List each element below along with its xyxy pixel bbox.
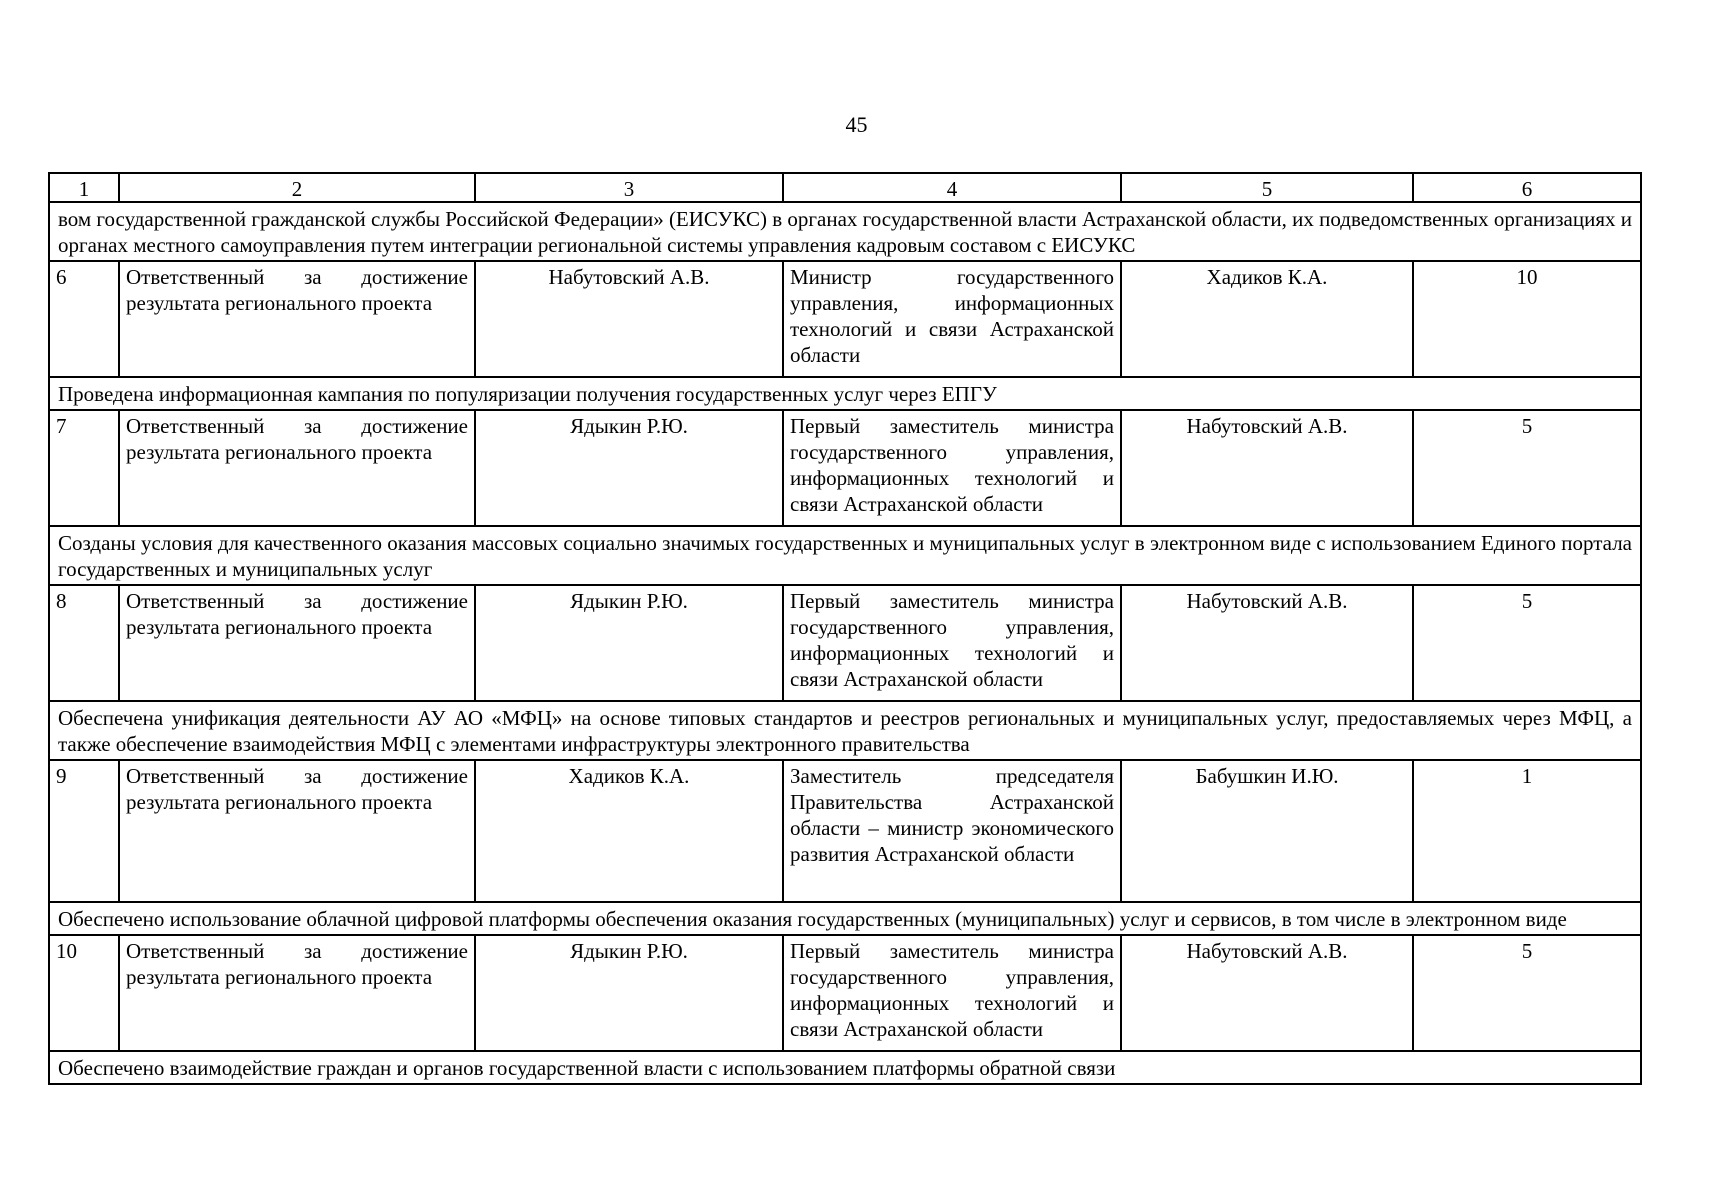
column-number-6: 6 (1413, 173, 1641, 202)
position-cell: Заместитель председателя Правительства Астраханской области – министр экономического развития Астраханской области (783, 760, 1121, 902)
supervisor-cell: Хадиков К.А. (1121, 261, 1413, 377)
result-caption: Проведена информационная кампания по популяризации получения государственных услуг через ЕПГУ (49, 377, 1641, 410)
column-number-1: 1 (49, 173, 119, 202)
table-row (49, 935, 1641, 1051)
column-number-3: 3 (475, 173, 783, 202)
supervisor-cell: Бабушкин И.Ю. (1121, 760, 1413, 902)
page-number: 45 (845, 112, 868, 137)
result-caption: Созданы условия для качественного оказания массовых социально значимых государственных и муниципальных услуг в электронном виде с использованием Единого портала государственных и муниципальных услуг (49, 526, 1641, 585)
table-row (49, 410, 1641, 526)
share-cell: 5 (1413, 410, 1641, 526)
position-cell: Первый заместитель министра государственного управления, информационных технологий и связи Астраханской области (783, 410, 1121, 526)
share-cell: 10 (1413, 261, 1641, 377)
column-number-4: 4 (783, 173, 1121, 202)
responsibility-table (48, 172, 1642, 1085)
table-row (49, 760, 1641, 902)
row-number: 6 (49, 261, 119, 377)
table-row (49, 585, 1641, 701)
column-number-header-row (49, 173, 1641, 202)
result-caption: Обеспечено использование облачной цифровой платформы обеспечения оказания государственных (муниципальных) услуг и сервисов, в том числе в электронном виде (49, 902, 1641, 935)
result-caption-row (49, 1051, 1641, 1084)
role-cell: Ответственный за достижение результата регионального проекта (119, 261, 475, 377)
result-caption-row (49, 902, 1641, 935)
result-caption-row (49, 202, 1641, 261)
supervisor-cell: Набутовский А.В. (1121, 410, 1413, 526)
column-number-5: 5 (1121, 173, 1413, 202)
position-cell: Первый заместитель министра государственного управления, информационных технологий и связи Астраханской области (783, 935, 1121, 1051)
table-row (49, 261, 1641, 377)
position-cell: Первый заместитель министра государственного управления, информационных технологий и связи Астраханской области (783, 585, 1121, 701)
person-cell: Ядыкин Р.Ю. (475, 935, 783, 1051)
result-caption-row (49, 377, 1641, 410)
share-cell: 5 (1413, 935, 1641, 1051)
role-cell: Ответственный за достижение результата регионального проекта (119, 585, 475, 701)
result-caption: Обеспечена унификация деятельности АУ АО «МФЦ» на основе типовых стандартов и реестров региональных и муниципальных услуг, предоставляемых через МФЦ, а также обеспечение взаимодействия МФЦ с элементами инфраструктуры электронного правительства (49, 701, 1641, 760)
person-cell: Хадиков К.А. (475, 760, 783, 902)
result-caption-row (49, 526, 1641, 585)
row-number: 8 (49, 585, 119, 701)
row-number: 7 (49, 410, 119, 526)
result-caption: Обеспечено взаимодействие граждан и органов государственной власти с использованием платформы обратной связи (49, 1051, 1641, 1084)
share-cell: 5 (1413, 585, 1641, 701)
result-caption-row (49, 701, 1641, 760)
row-number: 9 (49, 760, 119, 902)
person-cell: Ядыкин Р.Ю. (475, 585, 783, 701)
supervisor-cell: Набутовский А.В. (1121, 935, 1413, 1051)
share-cell: 1 (1413, 760, 1641, 902)
row-number: 10 (49, 935, 119, 1051)
role-cell: Ответственный за достижение результата регионального проекта (119, 935, 475, 1051)
person-cell: Набутовский А.В. (475, 261, 783, 377)
supervisor-cell: Набутовский А.В. (1121, 585, 1413, 701)
position-cell: Министр государственного управления, информационных технологий и связи Астраханской области (783, 261, 1121, 377)
column-number-2: 2 (119, 173, 475, 202)
role-cell: Ответственный за достижение результата регионального проекта (119, 760, 475, 902)
person-cell: Ядыкин Р.Ю. (475, 410, 783, 526)
result-caption: вом государственной гражданской службы Российской Федерации» (ЕИСУКС) в органах государственной власти Астраханской области, их подведомственных организациях и органах местного самоуправления путем интеграции региональной системы управления кадровым составом с ЕИСУКС (49, 202, 1641, 261)
role-cell: Ответственный за достижение результата регионального проекта (119, 410, 475, 526)
